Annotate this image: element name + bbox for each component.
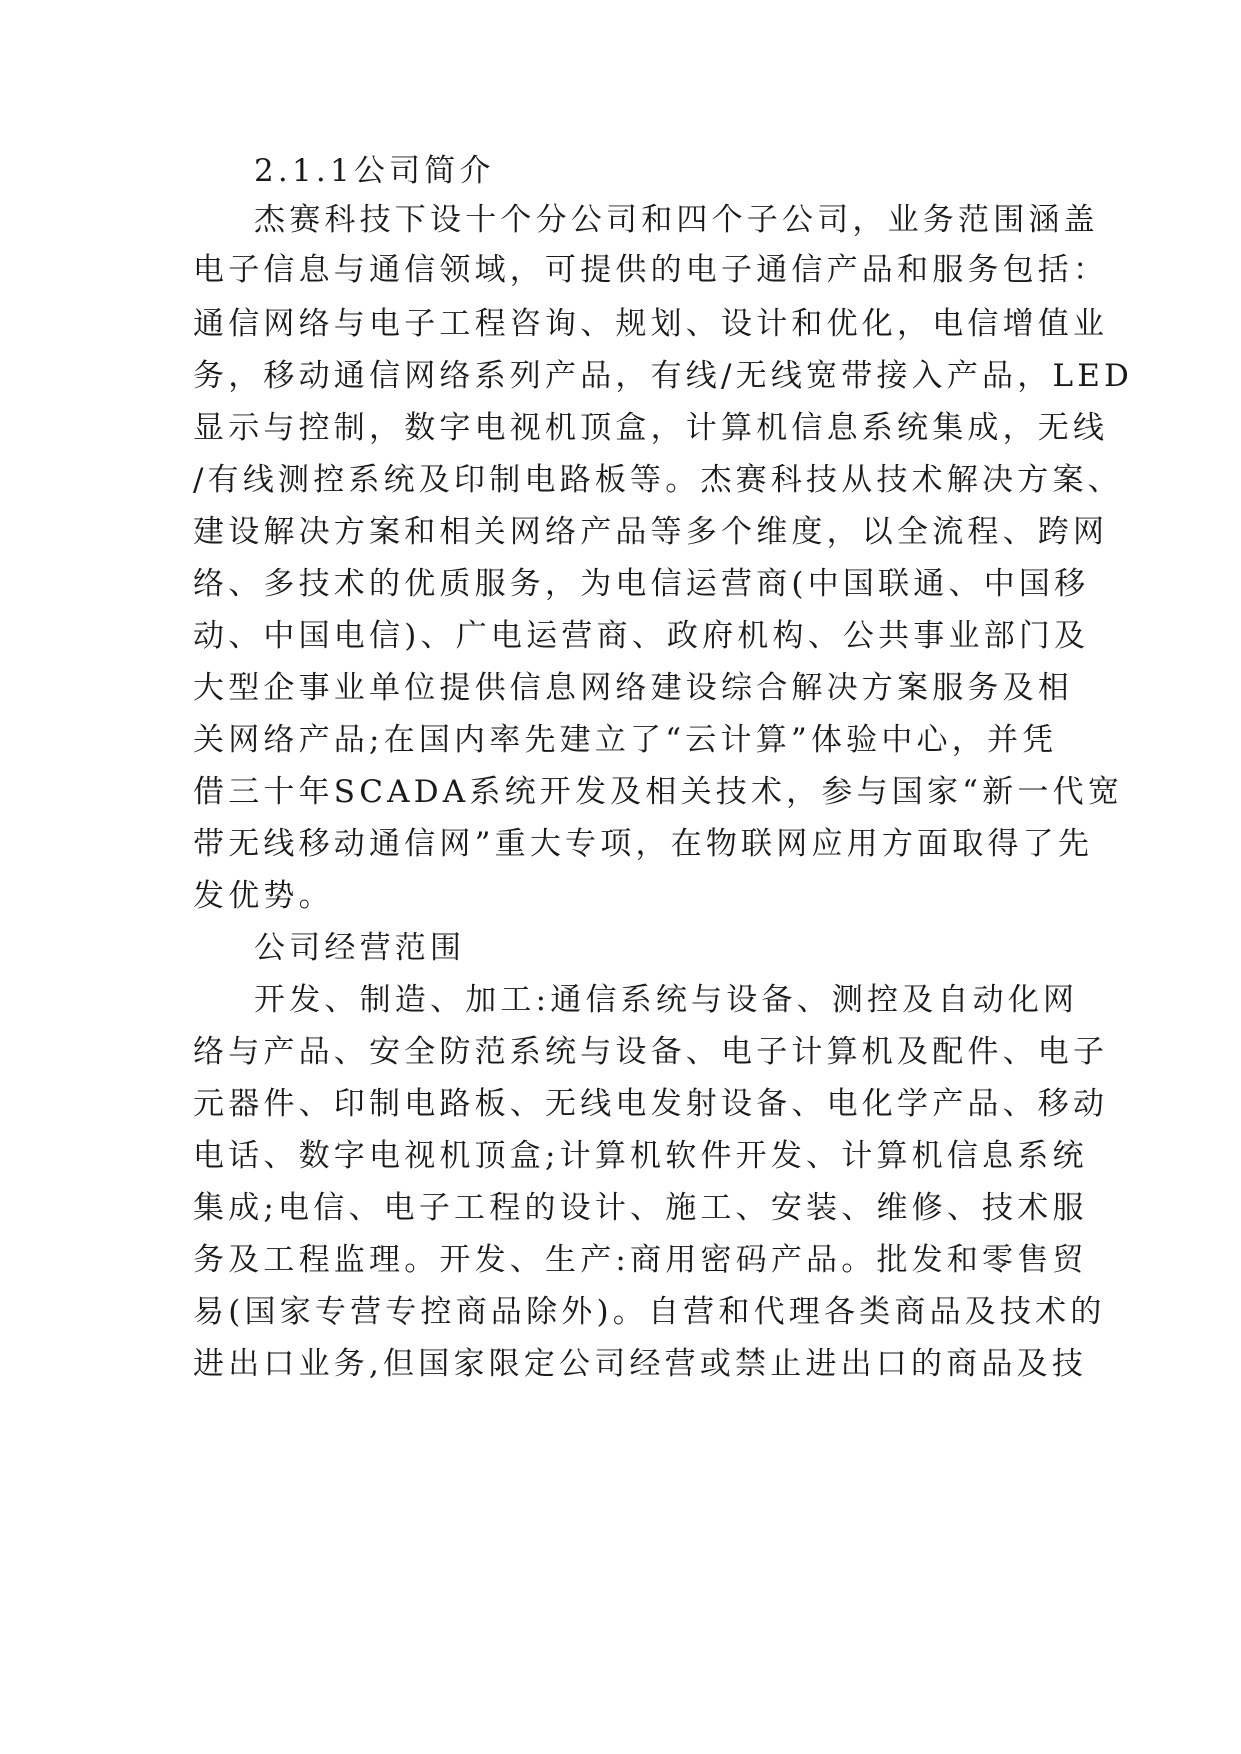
paragraph-line: 通信网络与电子工程咨询、规划、设计和优化，电信增值业 [193,306,1109,342]
paragraph-line: 络、多技术的优质服务，为电信运营商(中国联通、中国移 [193,566,1090,602]
paragraph-line: 发优势。 [193,878,334,914]
paragraph-line: 大型企事业单位提供信息网络建设综合解决方案服务及相 [193,670,1073,706]
paragraph-line: 建设解决方案和相关网络产品等多个维度，以全流程、跨网 [193,514,1109,550]
paragraph-line: 络与产品、安全防范系统与设备、电子计算机及配件、电子 [193,1034,1109,1070]
paragraph-line: 显示与控制，数字电视机顶盒，计算机信息系统集成，无线 [193,410,1109,446]
paragraph-line: 务及工程监理。开发、生产:商用密码产品。批发和零售贸 [193,1242,1088,1278]
paragraph-line: 元器件、印制电路板、无线电发射设备、电化学产品、移动 [193,1086,1109,1122]
paragraph-line: 集成;电信、电子工程的设计、施工、安装、维修、技术服 [193,1190,1088,1226]
paragraph-line: 关网络产品;在国内率先建立了“云计算”体验中心，并凭 [193,722,1058,758]
paragraph-line: 进出口业务,但国家限定公司经营或禁止进出口的商品及技 [193,1346,1088,1382]
paragraph-line: 杰赛科技下设十个分公司和四个子公司，业务范围涵盖 [254,202,1099,238]
paragraph-line: 务，移动通信网络系列产品，有线/无线宽带接入产品，LED [193,358,1134,394]
paragraph-line: 易(国家专营专控商品除外)。自营和代理各类商品及技术的 [193,1294,1106,1330]
paragraph-line: 电话、数字电视机顶盒;计算机软件开发、计算机信息系统 [193,1138,1088,1174]
paragraph-line: 借三十年SCADA系统开发及相关技术，参与国家“新一代宽 [193,774,1124,810]
paragraph-line: 带无线移动通信网”重大专项，在物联网应用方面取得了先 [193,826,1094,862]
section-subheading: 公司经营范围 [254,930,466,966]
paragraph-line: /有线测控系统及印制电路板等。杰赛科技从技术解决方案、 [193,462,1123,498]
paragraph-line: 开发、制造、加工:通信系统与设备、测控及自动化网 [254,982,1079,1018]
paragraph-line: 电子信息与通信领域，可提供的电子通信产品和服务包括： [193,252,1109,288]
section-heading: 2.1.1公司简介 [254,153,495,189]
paragraph-line: 动、中国电信)、广电运营商、政府机构、公共事业部门及 [193,618,1090,654]
